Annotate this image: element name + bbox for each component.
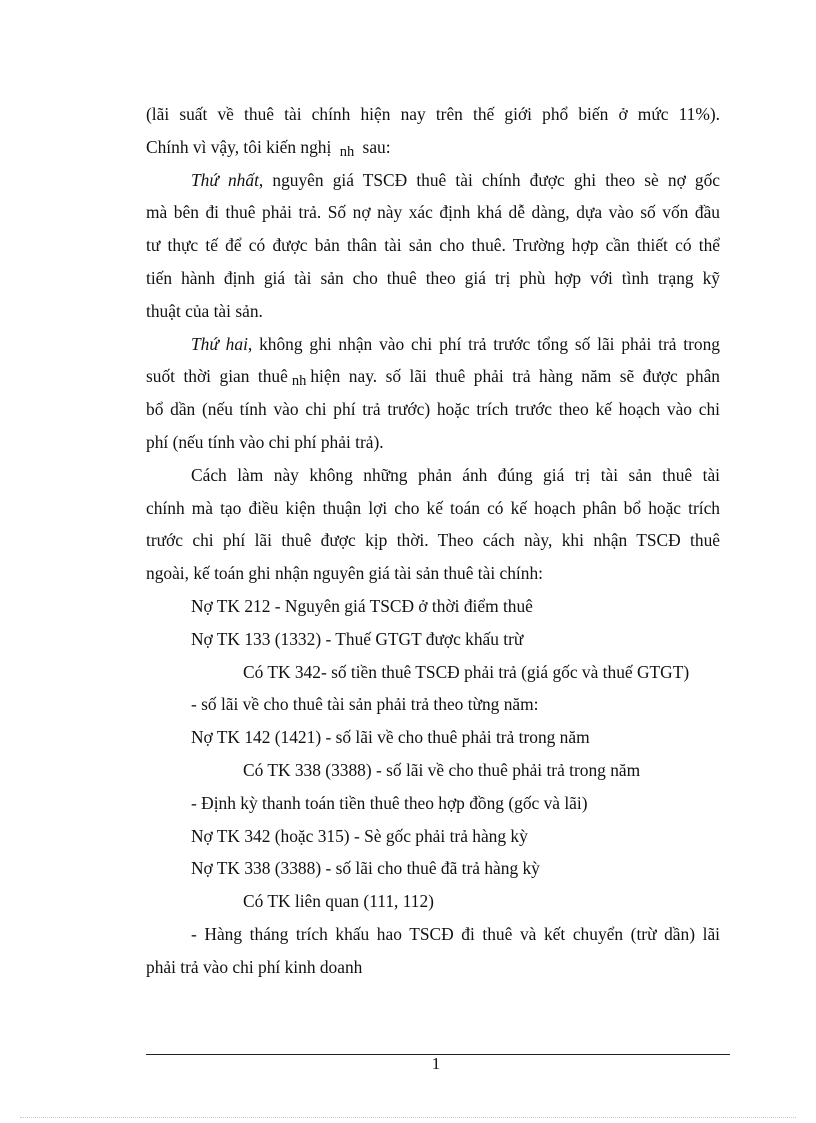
entry-line: [146, 885, 720, 918]
line-text: Cách làm này không những phản ánh đúng giá trị tài sản thuê tài: [191, 464, 720, 485]
page-bottom-border: [20, 1117, 796, 1118]
text-line: [146, 196, 720, 229]
text-line: [146, 459, 720, 492]
line-text: Nợ TK 133 (1332) - Thuế GTGT được khấu trừ: [191, 628, 524, 649]
text-line: [146, 918, 720, 951]
line-text: - Hàng tháng trích khấu hao TSCĐ đi thuê và kết chuyển (trừ dần) lãi: [191, 923, 720, 944]
entry-line: [146, 721, 720, 754]
line-text: Nợ TK 142 (1421) - số lãi về cho thuê phải trả trong năm: [191, 727, 590, 748]
line-text: phí (nếu tính vào chi phí phải trả).: [146, 431, 384, 452]
text-line: [146, 328, 720, 361]
line-text: - Định kỳ thanh toán tiền thuê theo hợp đồng (gốc và lãi): [191, 792, 588, 813]
line-text: hiện nay. số lãi thuê phải trả hàng năm sẽ được phân: [310, 366, 720, 387]
text-line: [146, 557, 720, 590]
text-line: [146, 229, 720, 262]
line-text: tiến hành định giá tài sản cho thuê theo giá trị phù hợp với tình trạng kỹ: [146, 267, 720, 288]
line-text: Nợ TK 212 - Nguyên giá TSCĐ ở thời điểm thuê: [191, 595, 533, 616]
line-text: - số lãi về cho thuê tài sản phải trả theo từng năm:: [191, 694, 539, 715]
line-text: ngoài, kế toán ghi nhận nguyên giá tài sản thuê tài chính:: [146, 563, 543, 584]
text-line: [146, 98, 720, 131]
entry-line: [146, 852, 720, 885]
line-text: Nợ TK 338 (3388) - số lãi cho thuê đã trả hàng kỳ: [191, 858, 540, 879]
line-text: , không ghi nhận vào chi phí trả trước tổng số lãi phải trả trong: [247, 333, 720, 354]
text-line: [146, 262, 720, 295]
line-text-small: nh: [339, 143, 355, 160]
line-text: Nợ TK 342 (hoặc 315) - Sè gốc phải trả hàng kỳ: [191, 825, 528, 846]
entry-line: [146, 688, 720, 721]
entry-line: [146, 787, 720, 820]
line-text: thuật của tài sản.: [146, 300, 263, 321]
entry-line: [146, 754, 720, 787]
text-line: [146, 131, 720, 164]
page-number: 1: [431, 1054, 441, 1073]
text-line: [146, 360, 720, 393]
body-text: [146, 98, 720, 984]
entry-line: [146, 820, 720, 853]
entry-line: [146, 656, 720, 689]
line-text: trước chi phí lãi thuê được kịp thời. Theo cách này, khi nhận TSCĐ thuê: [146, 530, 720, 551]
line-text: phải trả vào chi phí kinh doanh: [146, 956, 363, 977]
text-line: [146, 295, 720, 328]
line-text: , nguyên giá TSCĐ thuê tài chính được ghi theo sè nợ gốc: [258, 169, 720, 190]
text-line: [146, 951, 720, 984]
line-text: mà bên đi thuê phải trả. Số nợ này xác định khá dễ dàng, dựa vào số vốn đầu: [146, 202, 720, 223]
emphasis-text: Thứ hai: [191, 333, 248, 354]
text-line: [146, 524, 720, 557]
entry-line: [146, 623, 720, 656]
text-line: [146, 426, 720, 459]
line-text: Có TK liên quan (111, 112): [243, 891, 434, 912]
line-text: Có TK 342- số tiền thuê TSCĐ phải trả (giá gốc và thuế GTGT): [243, 661, 690, 682]
entry-line: [146, 590, 720, 623]
line-text-small: nh: [291, 373, 307, 390]
line-text: suốt thời gian thuê: [146, 366, 288, 387]
line-text: Chính vì vậy, tôi kiến nghị: [146, 136, 332, 157]
line-text: chính mà tạo điều kiện thuận lợi cho kế toán có kế hoạch phân bổ hoặc trích: [146, 497, 720, 518]
line-text: (lãi suất về thuê tài chính hiện nay trên thế giới phổ biến ở mức 11%).: [146, 104, 720, 124]
line-text: sau:: [362, 136, 391, 157]
emphasis-text: Thứ nhất: [191, 169, 259, 190]
line-text: Có TK 338 (3388) - số lãi về cho thuê phải trả trong năm: [243, 759, 641, 780]
text-line: [146, 492, 720, 525]
line-text: bổ dần (nếu tính vào chi phí trả trước) hoặc trích trước theo kế hoạch vào chi: [146, 399, 720, 420]
text-line: [146, 393, 720, 426]
text-line: [146, 164, 720, 197]
line-text: tư thực tế để có được bản thân tài sản cho thuê. Trường hợp cần thiết có thể: [146, 235, 720, 256]
